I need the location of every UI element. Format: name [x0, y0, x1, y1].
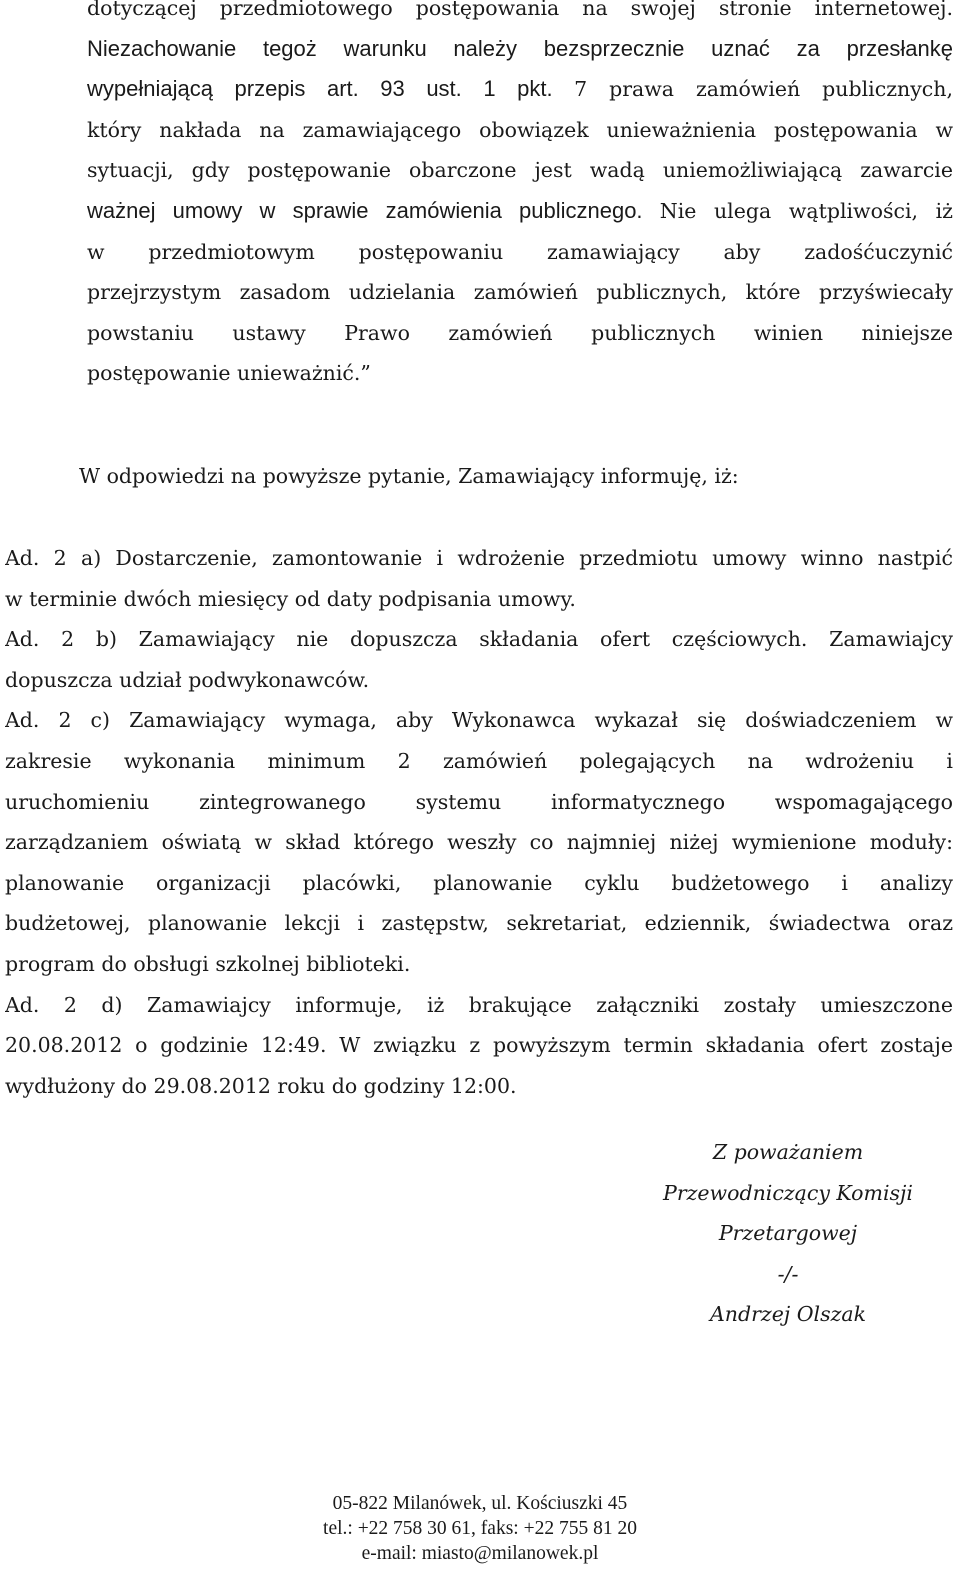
quote-text-segment: postępowanie unieważnić.”: [87, 361, 371, 386]
quote-line: [87, 191, 953, 232]
quote-line: [87, 353, 953, 394]
footer-email: e-mail: miasto@milanowek.pl: [361, 1543, 599, 1564]
quote-text-segment: 7 prawa zamówień publicznych,: [574, 77, 953, 102]
quoted-question-text: [87, 0, 953, 394]
answer-line: uruchomieniu zintegrowanego systemu informatycznego wspomagającego: [5, 789, 953, 814]
quote-text-segment: powstaniu ustawy Prawo zamówień publicznych winien niniejsze: [87, 320, 953, 345]
answer-line: dopuszcza udział podwykonawców.: [5, 667, 370, 692]
signature-role: Przewodniczący Komisji: [663, 1180, 913, 1205]
signature-closing: Z poważaniem: [712, 1140, 864, 1164]
answer-line: w terminie dwóch miesięcy od daty podpisania umowy.: [5, 586, 576, 611]
answers-section: [5, 538, 953, 1106]
quote-text-segment: wypełniającą przepis art. 93 ust. 1 pkt.: [87, 76, 575, 102]
quote-text-segment: w przedmiotowym postępowaniu zamawiający aby zadośćuczynić: [87, 239, 953, 264]
signature-mark: -/-: [777, 1261, 799, 1286]
quote-text-segment: przejrzystym zasadom udzielania zamówień publicznych, które przyświecały: [87, 280, 953, 305]
signature-role-cont: Przetargowej: [718, 1221, 858, 1246]
footer: [280, 1491, 680, 1566]
quote-text-segment: sytuacji, gdy postępowanie obarczone jest wadą uniemożliwiającą zawarcie: [87, 158, 953, 183]
quote-line: [87, 313, 953, 354]
quote-line: [87, 69, 953, 110]
signature-name: Andrzej Olszak: [709, 1302, 867, 1327]
footer-phone: tel.: +22 758 30 61, faks: +22 755 81 20: [323, 1518, 637, 1539]
quote-text-segment: który nakłada na zamawiającego obowiązek unieważnienia postępowania w: [87, 117, 953, 142]
quote-line: [87, 232, 953, 273]
answer-line: wydłużony do 29.08.2012 roku do godziny 12:00.: [5, 1073, 517, 1098]
quote-line: [87, 29, 953, 70]
signature-block: [640, 1132, 936, 1335]
answer-line: planowanie organizacji placówki, planowanie cyklu budżetowego i analizy: [5, 870, 953, 895]
answer-line: zakresie wykonania minimum 2 zamówień polegających na wdrożeniu i: [5, 748, 953, 773]
quote-text-segment: dotyczącej przedmiotowego postępowania na swojej stronie internetowej.: [87, 0, 953, 20]
answer-line: Ad. 2 a) Dostarczenie, zamontowanie i wdrożenie przedmiotu umowy winno nastpić: [5, 546, 953, 570]
answer-line: budżetowej, planowanie lekcji i zastępstw, sekretariat, edziennik, świadectwa oraz: [5, 911, 953, 936]
answer-line: Ad. 2 c) Zamawiający wymaga, aby Wykonawca wykazał się doświadczeniem w: [5, 708, 953, 733]
footer-address: 05-822 Milanówek, ul. Kościuszki 45: [332, 1493, 628, 1514]
answer-line: zarządzaniem oświatą w skład którego weszły co najmniej niżej wymienione moduły:: [5, 830, 953, 855]
quote-line: [87, 0, 953, 29]
quote-line: [87, 150, 953, 191]
answer-line: Ad. 2 d) Zamawiajcy informuje, iż brakujące załączniki zostały umieszczone: [5, 992, 953, 1017]
answer-intro: W odpowiedzi na powyższe pytanie, Zamawiający informuję, iż:: [79, 464, 739, 488]
answer-line: program do obsługi szkolnej biblioteki.: [5, 951, 411, 976]
quote-text-segment: Nie ulega wątpliwości, iż: [659, 198, 953, 223]
answer-line: Ad. 2 b) Zamawiający nie dopuszcza składania ofert częściowych. Zamawiajcy: [5, 627, 953, 652]
quote-line: [87, 272, 953, 313]
quote-line: [87, 110, 953, 151]
quote-text-segment: ważnej umowy w sprawie zamówienia publicznego.: [87, 197, 660, 223]
answer-line: 20.08.2012 o godzinie 12:49. W związku z powyższym termin składania ofert zostaje: [5, 1033, 953, 1058]
quote-text-segment: Niezachowanie tegoż warunku należy bezsprzecznie uznać za przesłankę: [87, 35, 953, 61]
